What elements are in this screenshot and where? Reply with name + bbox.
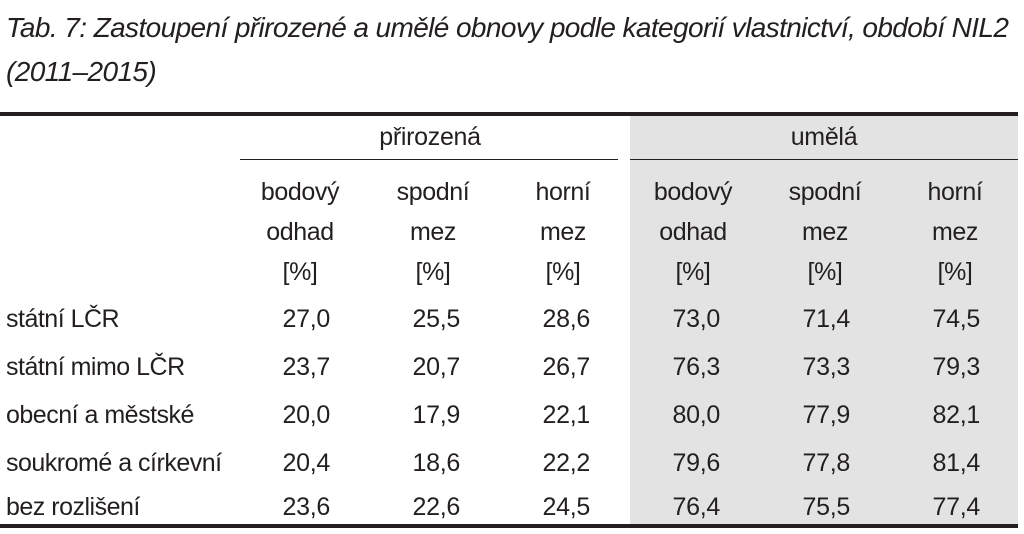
- table-cell: 18,6: [412, 449, 460, 477]
- table-cell: 71,4: [802, 305, 850, 333]
- row-label: státní LČR: [6, 305, 120, 333]
- table-cell: 17,9: [412, 401, 460, 429]
- table-cell: 77,4: [932, 493, 980, 521]
- row-label: státní mimo LČR: [6, 353, 185, 381]
- column-header-unit: [%]: [415, 258, 451, 286]
- table-cell: 82,1: [932, 401, 980, 429]
- table-cell: 28,6: [542, 305, 590, 333]
- column-header-line2: mez: [409, 218, 457, 246]
- table-cell: 27,0: [282, 305, 330, 333]
- column-header-line2: mez: [539, 218, 587, 246]
- column-header: [508, 172, 618, 292]
- table-cell: 77,8: [802, 449, 850, 477]
- column-header-line2: odhad: [266, 218, 334, 246]
- table-cell: 76,3: [672, 353, 720, 381]
- group-header-umela: umělá: [790, 123, 858, 151]
- table-cell: 73,0: [672, 305, 720, 333]
- column-header: [770, 172, 880, 292]
- table-cell: 24,5: [542, 493, 590, 521]
- column-header-line2: mez: [801, 218, 849, 246]
- column-header-unit: [%]: [675, 258, 711, 286]
- table-cell: 23,6: [282, 493, 330, 521]
- table-cell: 79,6: [672, 449, 720, 477]
- data-table: [0, 112, 1018, 532]
- table-cell: 23,7: [282, 353, 330, 381]
- bottom-rule: [0, 524, 1018, 528]
- column-header: [245, 172, 355, 292]
- table-cell: 22,6: [412, 493, 460, 521]
- table-cell: 75,5: [802, 493, 850, 521]
- column-header-line1: horní: [535, 178, 591, 206]
- row-label: soukromé a církevní: [6, 449, 222, 477]
- table-cell: 73,3: [802, 353, 850, 381]
- table-cell: 22,1: [542, 401, 590, 429]
- column-header-unit: [%]: [282, 258, 318, 286]
- column-header-line1: horní: [927, 178, 983, 206]
- group-header-prirozena: přirozená: [379, 123, 481, 151]
- table-cell: 20,7: [412, 353, 460, 381]
- table-cell: 80,0: [672, 401, 720, 429]
- column-header-line1: bodový: [653, 178, 733, 206]
- table-cell: 25,5: [412, 305, 460, 333]
- column-header: [378, 172, 488, 292]
- table-cell: 20,0: [282, 401, 330, 429]
- table-cell: 20,4: [282, 449, 330, 477]
- table-cell: 74,5: [932, 305, 980, 333]
- row-label: obecní a městské: [6, 401, 194, 429]
- table-caption: Tab. 7: Zastoupení přirozené a umělé obnovy podle kategorií vlastnictví, období NIL2 (2011–2015): [6, 12, 1009, 87]
- table-cell: 81,4: [932, 449, 980, 477]
- table-cell: 79,3: [932, 353, 980, 381]
- column-header-unit: [%]: [807, 258, 843, 286]
- group-underline-prirozena: [240, 159, 618, 160]
- column-header: [900, 172, 1010, 292]
- row-label: bez rozlišení: [6, 493, 140, 521]
- table-cell: 26,7: [542, 353, 590, 381]
- column-header-unit: [%]: [545, 258, 581, 286]
- column-header-line1: bodový: [260, 178, 340, 206]
- table-cell: 77,9: [802, 401, 850, 429]
- table-cell: 22,2: [542, 449, 590, 477]
- column-header-line2: mez: [931, 218, 979, 246]
- table-cell: 76,4: [672, 493, 720, 521]
- column-header-line1: spodní: [788, 178, 862, 206]
- group-underline-umela: [630, 159, 1018, 160]
- column-header-line2: odhad: [659, 218, 727, 246]
- column-header-unit: [%]: [937, 258, 973, 286]
- column-header: [638, 172, 748, 292]
- top-rule: [0, 112, 1018, 116]
- column-header-line1: spodní: [396, 178, 470, 206]
